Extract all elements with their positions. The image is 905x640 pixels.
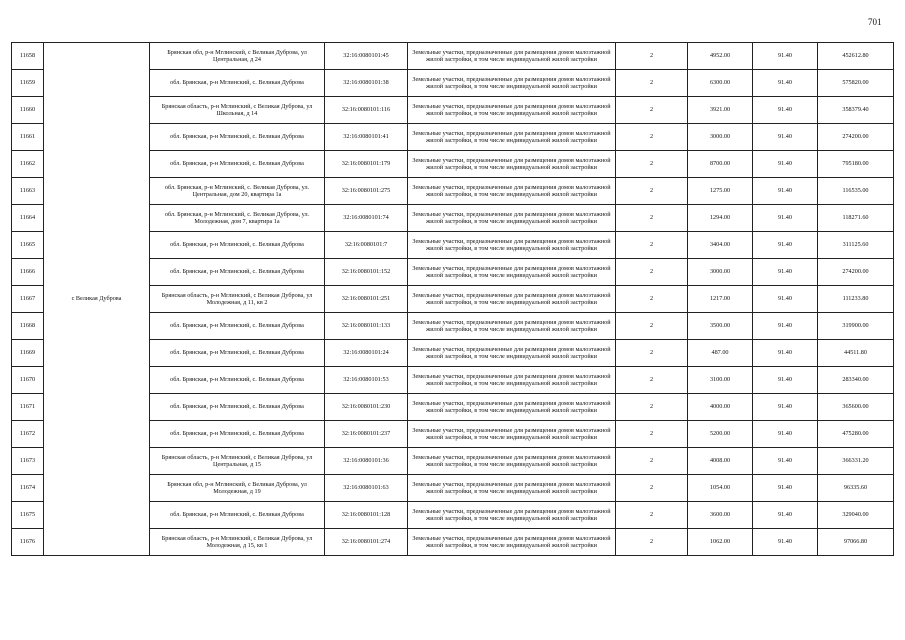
- land-use-cell: Земельные участки, предназначенные для размещения домов малоэтажной жилой застройки, в том числе индивидуальной жилой застройки: [408, 259, 616, 286]
- cadastral-number-cell: 32:16:0080101:237: [325, 421, 408, 448]
- land-use-cell: Земельные участки, предназначенные для размещения домов малоэтажной жилой застройки, в том числе индивидуальной жилой застройки: [408, 448, 616, 475]
- area-cell: 1062.00: [688, 529, 753, 556]
- address-cell: обл. Брянская, р-н Мглинский, с. Великая Дуброва: [150, 367, 325, 394]
- address-cell: Брянская область, р-н Мглинский, с Великая Дуброва, ул Центральная, д 15: [150, 448, 325, 475]
- group-cell: 2: [616, 313, 688, 340]
- row-number: 11662: [12, 151, 44, 178]
- row-number: 11673: [12, 448, 44, 475]
- land-use-cell: Земельные участки, предназначенные для размещения домов малоэтажной жилой застройки, в том числе индивидуальной жилой застройки: [408, 394, 616, 421]
- cadastral-value-cell: 283340.00: [818, 367, 894, 394]
- group-cell: 2: [616, 205, 688, 232]
- rate-cell: 91.40: [753, 205, 818, 232]
- row-number: 11672: [12, 421, 44, 448]
- land-use-cell: Земельные участки, предназначенные для размещения домов малоэтажной жилой застройки, в том числе индивидуальной жилой застройки: [408, 43, 616, 70]
- land-use-cell: Земельные участки, предназначенные для размещения домов малоэтажной жилой застройки, в том числе индивидуальной жилой застройки: [408, 421, 616, 448]
- area-cell: 3500.00: [688, 313, 753, 340]
- cadastral-value-cell: 116535.00: [818, 178, 894, 205]
- rate-cell: 91.40: [753, 70, 818, 97]
- cadastral-number-cell: 32:16:0080101:128: [325, 502, 408, 529]
- row-number: 11664: [12, 205, 44, 232]
- cadastral-value-cell: 274200.00: [818, 259, 894, 286]
- address-cell: Брянская обл, р-н Мглинский, с Великая Дуброва, ул Молодежная, д 19: [150, 475, 325, 502]
- cadastral-number-cell: 32:16:0080101:274: [325, 529, 408, 556]
- address-cell: обл. Брянская, р-н Мглинский, с. Великая Дуброва: [150, 259, 325, 286]
- group-cell: 2: [616, 502, 688, 529]
- land-use-cell: Земельные участки, предназначенные для размещения домов малоэтажной жилой застройки, в том числе индивидуальной жилой застройки: [408, 313, 616, 340]
- group-cell: 2: [616, 529, 688, 556]
- rate-cell: 91.40: [753, 97, 818, 124]
- cadastral-value-cell: 365600.00: [818, 394, 894, 421]
- group-cell: 2: [616, 340, 688, 367]
- cadastral-number-cell: 32:16:0080101:116: [325, 97, 408, 124]
- area-cell: 3921.00: [688, 97, 753, 124]
- group-cell: 2: [616, 367, 688, 394]
- table-body: [12, 43, 894, 556]
- row-number: 11668: [12, 313, 44, 340]
- address-cell: Брянская обл, р-н Мглинский, с Великая Дуброва, ул Центральная, д 24: [150, 43, 325, 70]
- address-cell: обл. Брянская, р-н Мглинский, с. Великая Дуброва: [150, 394, 325, 421]
- rate-cell: 91.40: [753, 286, 818, 313]
- row-number: 11659: [12, 70, 44, 97]
- group-cell: 2: [616, 259, 688, 286]
- address-cell: обл. Брянская, р-н Мглинский, с. Великая Дуброва: [150, 70, 325, 97]
- rate-cell: 91.40: [753, 178, 818, 205]
- rate-cell: 91.40: [753, 394, 818, 421]
- cadastral-value-cell: 274200.00: [818, 124, 894, 151]
- address-cell: Брянская область, р-н Мглинский, с Великая Дуброва, ул Молодежная, д 15, кв 1: [150, 529, 325, 556]
- row-number: 11670: [12, 367, 44, 394]
- group-cell: 2: [616, 475, 688, 502]
- table-row: [12, 43, 894, 70]
- address-cell: обл. Брянская, р-н Мглинский, с. Великая Дуброва: [150, 151, 325, 178]
- area-cell: 8700.00: [688, 151, 753, 178]
- cadastral-value-cell: 358379.40: [818, 97, 894, 124]
- land-use-cell: Земельные участки, предназначенные для размещения домов малоэтажной жилой застройки, в том числе индивидуальной жилой застройки: [408, 502, 616, 529]
- row-number: 11669: [12, 340, 44, 367]
- cadastral-number-cell: 32:16:0080101:74: [325, 205, 408, 232]
- rate-cell: 91.40: [753, 502, 818, 529]
- address-cell: Брянская область, р-н Мглинский, с Великая Дуброва, ул Школьная, д 14: [150, 97, 325, 124]
- land-use-cell: Земельные участки, предназначенные для размещения домов малоэтажной жилой застройки, в том числе индивидуальной жилой застройки: [408, 70, 616, 97]
- group-cell: 2: [616, 43, 688, 70]
- area-cell: 1054.00: [688, 475, 753, 502]
- cadastral-value-cell: 111233.80: [818, 286, 894, 313]
- rate-cell: 91.40: [753, 448, 818, 475]
- land-use-cell: Земельные участки, предназначенные для размещения домов малоэтажной жилой застройки, в том числе индивидуальной жилой застройки: [408, 367, 616, 394]
- area-cell: 3000.00: [688, 259, 753, 286]
- area-cell: 3100.00: [688, 367, 753, 394]
- page-number: 701: [868, 17, 882, 27]
- land-use-cell: Земельные участки, предназначенные для размещения домов малоэтажной жилой застройки, в том числе индивидуальной жилой застройки: [408, 232, 616, 259]
- address-cell: обл. Брянская, р-н Мглинский, с. Великая Дуброва: [150, 502, 325, 529]
- cadastral-value-cell: 475280.00: [818, 421, 894, 448]
- cadastral-value-cell: 118271.60: [818, 205, 894, 232]
- cadastral-value-cell: 575820.00: [818, 70, 894, 97]
- rate-cell: 91.40: [753, 313, 818, 340]
- group-cell: 2: [616, 394, 688, 421]
- cadastral-number-cell: 32:16:0080101:251: [325, 286, 408, 313]
- group-cell: 2: [616, 70, 688, 97]
- rate-cell: 91.40: [753, 340, 818, 367]
- group-cell: 2: [616, 178, 688, 205]
- cadastral-value-cell: 44511.80: [818, 340, 894, 367]
- cadastral-number-cell: 32:16:0080101:230: [325, 394, 408, 421]
- cadastral-value-cell: 795180.00: [818, 151, 894, 178]
- cadastral-number-cell: 32:16:0080101:179: [325, 151, 408, 178]
- cadastral-value-cell: 97066.80: [818, 529, 894, 556]
- land-use-cell: Земельные участки, предназначенные для размещения домов малоэтажной жилой застройки, в том числе индивидуальной жилой застройки: [408, 205, 616, 232]
- cadastral-number-cell: 32:16:0080101:38: [325, 70, 408, 97]
- row-number: 11675: [12, 502, 44, 529]
- address-cell: обл. Брянская, р-н Мглинский, с. Великая Дуброва: [150, 232, 325, 259]
- rate-cell: 91.40: [753, 124, 818, 151]
- row-number: 11658: [12, 43, 44, 70]
- row-number: 11660: [12, 97, 44, 124]
- area-cell: 5200.00: [688, 421, 753, 448]
- cadastral-number-cell: 32:16:0080101:133: [325, 313, 408, 340]
- land-use-cell: Земельные участки, предназначенные для размещения домов малоэтажной жилой застройки, в том числе индивидуальной жилой застройки: [408, 97, 616, 124]
- cadastral-number-cell: 32:16:0080101:53: [325, 367, 408, 394]
- address-cell: обл. Брянская, р-н Мглинский, с. Великая Дуброва: [150, 124, 325, 151]
- group-cell: 2: [616, 124, 688, 151]
- cadastral-number-cell: 32:16:0080101:7: [325, 232, 408, 259]
- land-use-cell: Земельные участки, предназначенные для размещения домов малоэтажной жилой застройки, в том числе индивидуальной жилой застройки: [408, 178, 616, 205]
- area-cell: 1275.00: [688, 178, 753, 205]
- land-use-cell: Земельные участки, предназначенные для размещения домов малоэтажной жилой застройки, в том числе индивидуальной жилой застройки: [408, 340, 616, 367]
- row-number: 11666: [12, 259, 44, 286]
- cadastral-value-cell: 452612.80: [818, 43, 894, 70]
- land-use-cell: Земельные участки, предназначенные для размещения домов малоэтажной жилой застройки, в том числе индивидуальной жилой застройки: [408, 475, 616, 502]
- area-cell: 6300.00: [688, 70, 753, 97]
- area-cell: 4952.00: [688, 43, 753, 70]
- cadastral-number-cell: 32:16:0080101:63: [325, 475, 408, 502]
- area-cell: 3600.00: [688, 502, 753, 529]
- rate-cell: 91.40: [753, 259, 818, 286]
- rate-cell: 91.40: [753, 232, 818, 259]
- address-cell: Брянская область, р-н Мглинский, с Великая Дуброва, ул Молодежная, д 11, кв 2: [150, 286, 325, 313]
- group-cell: 2: [616, 286, 688, 313]
- address-cell: обл. Брянская, р-н Мглинский, с. Великая Дуброва: [150, 340, 325, 367]
- area-cell: 1294.00: [688, 205, 753, 232]
- land-use-cell: Земельные участки, предназначенные для размещения домов малоэтажной жилой застройки, в том числе индивидуальной жилой застройки: [408, 151, 616, 178]
- cadastral-number-cell: 32:16:0080101:275: [325, 178, 408, 205]
- address-cell: обл. Брянская, р-н Мглинский, с. Великая Дуброва, ул. Центральная, дом 20, квартира 1а: [150, 178, 325, 205]
- row-number: 11674: [12, 475, 44, 502]
- cadastral-value-cell: 329040.00: [818, 502, 894, 529]
- cadastral-number-cell: 32:16:0080101:45: [325, 43, 408, 70]
- address-cell: обл. Брянская, р-н Мглинский, с. Великая Дуброва, ул. Молодежная, дом 7, квартира 1а: [150, 205, 325, 232]
- area-cell: 487.00: [688, 340, 753, 367]
- row-number: 11667: [12, 286, 44, 313]
- group-cell: 2: [616, 421, 688, 448]
- rate-cell: 91.40: [753, 367, 818, 394]
- row-number: 11671: [12, 394, 44, 421]
- row-number: 11676: [12, 529, 44, 556]
- cadastral-number-cell: 32:16:0080101:152: [325, 259, 408, 286]
- row-number: 11661: [12, 124, 44, 151]
- rate-cell: 91.40: [753, 151, 818, 178]
- area-cell: 3000.00: [688, 124, 753, 151]
- rate-cell: 91.40: [753, 421, 818, 448]
- area-cell: 4008.00: [688, 448, 753, 475]
- cadastral-value-table: [11, 42, 894, 556]
- group-cell: 2: [616, 448, 688, 475]
- cadastral-number-cell: 32:16:0080101:41: [325, 124, 408, 151]
- row-number: 11665: [12, 232, 44, 259]
- cadastral-value-cell: 366331.20: [818, 448, 894, 475]
- group-cell: 2: [616, 97, 688, 124]
- cadastral-value-cell: 319900.00: [818, 313, 894, 340]
- address-cell: обл. Брянская, р-н Мглинский, с. Великая Дуброва: [150, 313, 325, 340]
- area-cell: 1217.00: [688, 286, 753, 313]
- cadastral-value-cell: 311125.60: [818, 232, 894, 259]
- rate-cell: 91.40: [753, 529, 818, 556]
- area-cell: 4000.00: [688, 394, 753, 421]
- group-cell: 2: [616, 232, 688, 259]
- area-cell: 3404.00: [688, 232, 753, 259]
- rate-cell: 91.40: [753, 475, 818, 502]
- locality-cell: с Великая Дуброва: [44, 43, 150, 556]
- rate-cell: 91.40: [753, 43, 818, 70]
- cadastral-number-cell: 32:16:0080101:36: [325, 448, 408, 475]
- group-cell: 2: [616, 151, 688, 178]
- land-use-cell: Земельные участки, предназначенные для размещения домов малоэтажной жилой застройки, в том числе индивидуальной жилой застройки: [408, 529, 616, 556]
- row-number: 11663: [12, 178, 44, 205]
- cadastral-value-cell: 96335.60: [818, 475, 894, 502]
- land-use-cell: Земельные участки, предназначенные для размещения домов малоэтажной жилой застройки, в том числе индивидуальной жилой застройки: [408, 286, 616, 313]
- land-use-cell: Земельные участки, предназначенные для размещения домов малоэтажной жилой застройки, в том числе индивидуальной жилой застройки: [408, 124, 616, 151]
- cadastral-number-cell: 32:16:0080101:24: [325, 340, 408, 367]
- address-cell: обл. Брянская, р-н Мглинский, с. Великая Дуброва: [150, 421, 325, 448]
